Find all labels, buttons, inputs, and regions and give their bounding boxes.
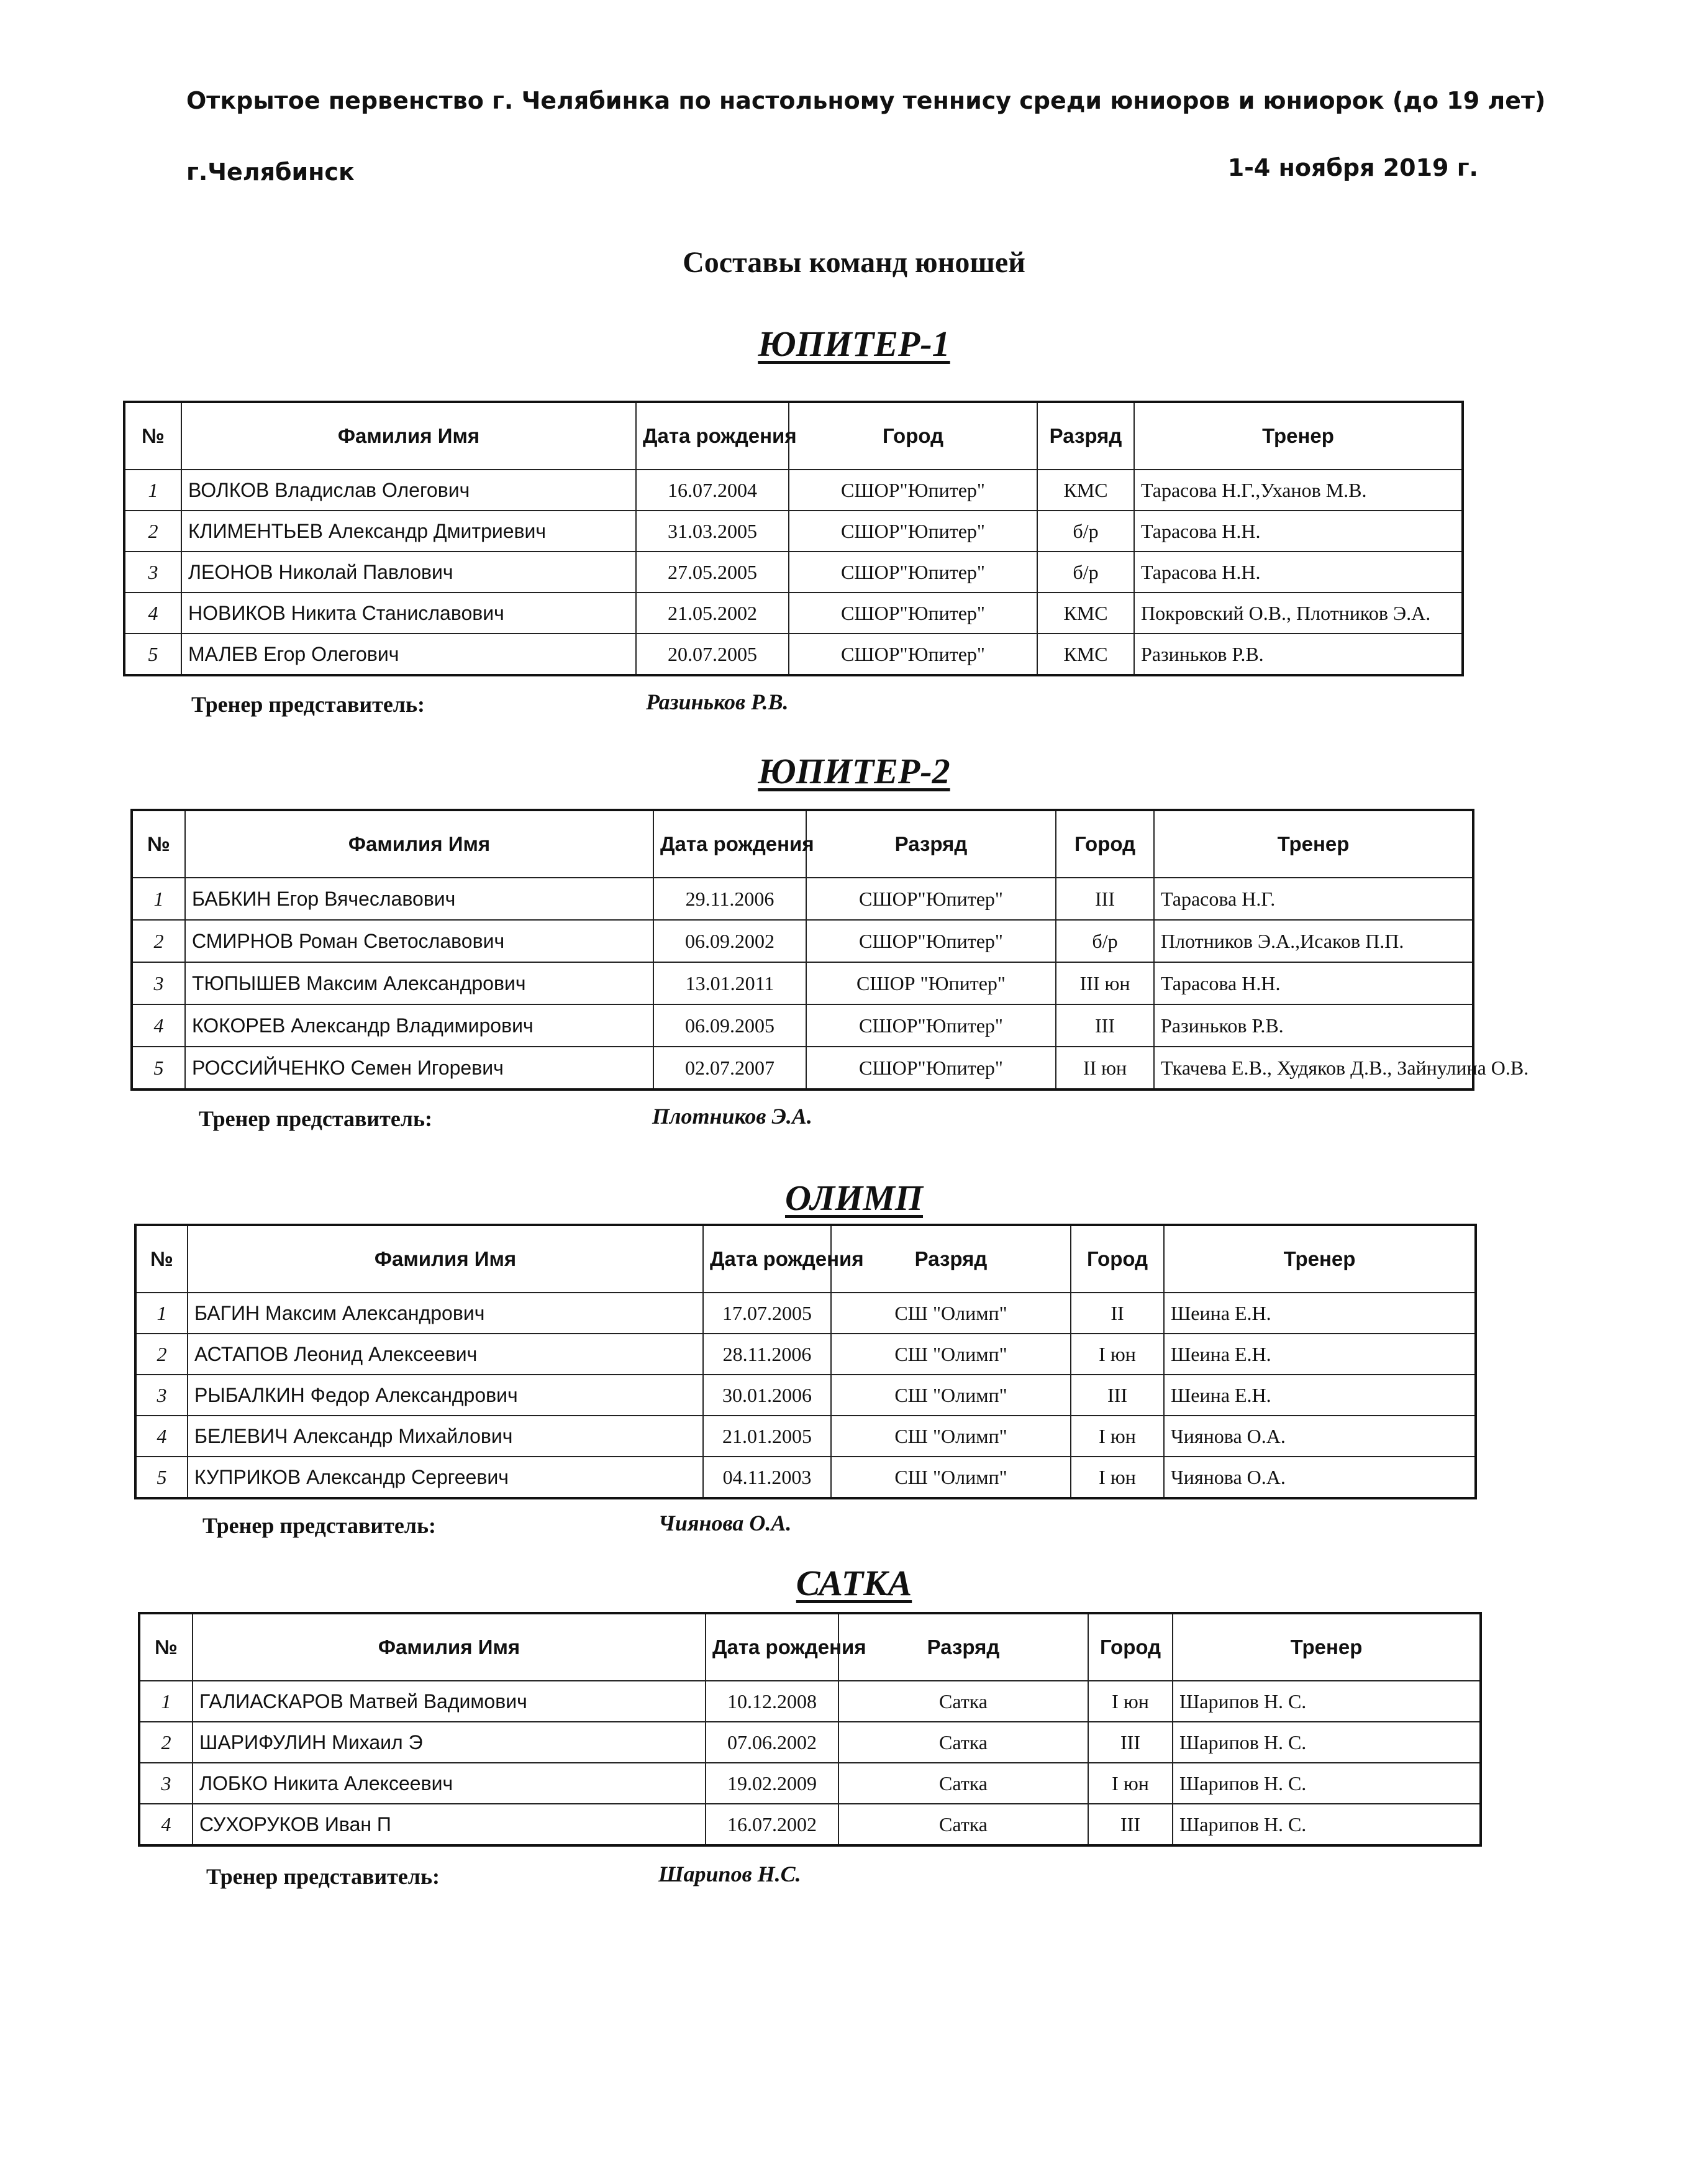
table-row [124,593,1463,634]
table-cell: 3 [135,1375,188,1416]
table-cell: Шарипов Н. С. [1173,1804,1481,1845]
table-row [139,1681,1481,1722]
representative-label: Тренер представитель: [199,1106,433,1131]
table-cell: ШАРИФУЛИН Михаил Э [193,1722,706,1763]
table-cell: I юн [1071,1416,1164,1457]
column-header: Дата рождения [636,402,789,470]
table-cell: 04.11.2003 [703,1457,831,1498]
team-roster-table [138,1612,1482,1847]
table-cell: КМС [1037,470,1134,511]
table-cell: III юн [1056,962,1154,1004]
table-row [124,511,1463,552]
column-header: № [132,810,185,878]
table-cell: СУХОРУКОВ Иван П [193,1804,706,1845]
table-cell: 2 [139,1722,193,1763]
table-cell: Шарипов Н. С. [1173,1722,1481,1763]
table-cell: КУПРИКОВ Александр Сергеевич [188,1457,703,1498]
representative-name: Разиньков Р.В. [646,689,789,714]
column-header: Разряд [831,1225,1071,1293]
column-header: № [135,1225,188,1293]
table-cell: СШ "Олимп" [831,1416,1071,1457]
table-cell: I юн [1071,1334,1164,1375]
table-header-row [139,1613,1481,1681]
table-cell: 13.01.2011 [653,962,806,1004]
table-cell: I юн [1088,1681,1173,1722]
table-cell: КМС [1037,593,1134,634]
table-cell: Сатка [838,1722,1088,1763]
table-cell: I юн [1088,1763,1173,1804]
table-cell: Сатка [838,1681,1088,1722]
table-cell: 16.07.2002 [706,1804,838,1845]
table-row [139,1763,1481,1804]
table-cell: 3 [132,962,185,1004]
table-cell: СШ "Олимп" [831,1334,1071,1375]
table-cell: ГАЛИАСКАРОВ Матвей Вадимович [193,1681,706,1722]
table-cell: 5 [135,1457,188,1498]
column-header: Фамилия Имя [193,1613,706,1681]
table-cell: СШОР"Юпитер" [789,470,1037,511]
column-header: Тренер [1173,1613,1481,1681]
table-cell: Сатка [838,1763,1088,1804]
table-cell: II юн [1056,1047,1154,1090]
table-cell: Тарасова Н.Г.,Уханов М.В. [1134,470,1463,511]
table-row [135,1457,1476,1498]
table-cell: III [1088,1804,1173,1845]
column-header: № [124,402,181,470]
table-cell: СШ "Олимп" [831,1293,1071,1334]
table-cell: РЫБАЛКИН Федор Александрович [188,1375,703,1416]
table-cell: 31.03.2005 [636,511,789,552]
table-cell: Чиянова О.А. [1164,1457,1476,1498]
table-cell: ЛЕОНОВ Николай Павлович [181,552,636,593]
table-cell: СШОР "Юпитер" [806,962,1056,1004]
table-row [124,470,1463,511]
table-cell: СШОР"Юпитер" [789,634,1037,675]
table-cell: 21.05.2002 [636,593,789,634]
table-cell: КМС [1037,634,1134,675]
table-cell: 19.02.2009 [706,1763,838,1804]
table-cell: 30.01.2006 [703,1375,831,1416]
representative-name: Плотников Э.А. [652,1104,812,1129]
table-cell: III [1088,1722,1173,1763]
table-cell: МАЛЕВ Егор Олегович [181,634,636,675]
column-header: Разряд [1037,402,1134,470]
event-date: 1-4 ноября 2019 г. [1227,154,1478,181]
table-cell: 1 [124,470,181,511]
column-header: Фамилия Имя [185,810,653,878]
table-cell: Тарасова Н.Н. [1154,962,1473,1004]
table-cell: 21.01.2005 [703,1416,831,1457]
table-cell: СМИРНОВ Роман Светославович [185,920,653,962]
table-row [124,552,1463,593]
table-header-row [132,810,1473,878]
table-cell: I юн [1071,1457,1164,1498]
table-cell: СШОР"Юпитер" [789,511,1037,552]
table-cell: 10.12.2008 [706,1681,838,1722]
table-cell: КЛИМЕНТЬЕВ Александр Дмитриевич [181,511,636,552]
table-cell: КОКОРЕВ Александр Владимирович [185,1004,653,1047]
team-title: ЮПИТЕР-1 [758,324,950,364]
table-cell: Разиньков Р.В. [1154,1004,1473,1047]
table-cell: СШОР"Юпитер" [806,878,1056,920]
column-header: № [139,1613,193,1681]
table-cell: Ткачева Е.В., Худяков Д.В., Зайнулина О.В. [1154,1047,1473,1090]
table-cell: РОССИЙЧЕНКО Семен Игоревич [185,1047,653,1090]
table-cell: СШОР"Юпитер" [806,920,1056,962]
table-row [132,962,1473,1004]
table-cell: III [1056,878,1154,920]
table-cell: 17.07.2005 [703,1293,831,1334]
table-cell: 5 [132,1047,185,1090]
table-cell: Плотников Э.А.,Исаков П.П. [1154,920,1473,962]
table-cell: Тарасова Н.Н. [1134,511,1463,552]
table-cell: 3 [139,1763,193,1804]
table-cell: БАБКИН Егор Вячеславович [185,878,653,920]
column-header: Дата рождения [703,1225,831,1293]
table-cell: III [1071,1375,1164,1416]
table-cell: 07.06.2002 [706,1722,838,1763]
column-header: Фамилия Имя [181,402,636,470]
table-cell: б/р [1037,552,1134,593]
table-cell: 02.07.2007 [653,1047,806,1090]
table-cell: 20.07.2005 [636,634,789,675]
table-cell: Тарасова Н.Н. [1134,552,1463,593]
table-row [135,1416,1476,1457]
table-row [124,634,1463,675]
representative-label: Тренер представитель: [202,1513,437,1538]
table-cell: ТЮПЫШЕВ Максим Александрович [185,962,653,1004]
table-cell: 29.11.2006 [653,878,806,920]
table-cell: 28.11.2006 [703,1334,831,1375]
table-cell: 2 [132,920,185,962]
table-cell: БАГИН Максим Александрович [188,1293,703,1334]
table-cell: 4 [132,1004,185,1047]
table-cell: 4 [139,1804,193,1845]
table-cell: 2 [124,511,181,552]
column-header: Фамилия Имя [188,1225,703,1293]
representative-name: Шарипов Н.С. [658,1862,801,1886]
column-header: Дата рождения [706,1613,838,1681]
table-header-row [135,1225,1476,1293]
team-title: ОЛИМП [784,1178,924,1218]
table-header-row [124,402,1463,470]
table-cell: ЛОБКО Никита Алексеевич [193,1763,706,1804]
table-row [132,1047,1473,1090]
table-cell: 5 [124,634,181,675]
table-cell: Чиянова О.А. [1164,1416,1476,1457]
column-header: Разряд [838,1613,1088,1681]
table-cell: СШ "Олимп" [831,1375,1071,1416]
table-row [139,1722,1481,1763]
table-cell: 3 [124,552,181,593]
table-row [135,1293,1476,1334]
table-cell: 06.09.2002 [653,920,806,962]
column-header: Тренер [1134,402,1463,470]
table-cell: 1 [139,1681,193,1722]
table-cell: СШОР"Юпитер" [789,552,1037,593]
table-cell: Шеина Е.Н. [1164,1334,1476,1375]
team-roster-table [123,401,1464,676]
column-header: Тренер [1154,810,1473,878]
team-roster-table [134,1224,1477,1499]
team-title: САТКА [796,1563,912,1603]
representative-label: Тренер представитель: [206,1864,440,1889]
column-header: Город [1056,810,1154,878]
team-title: ЮПИТЕР-2 [758,751,950,791]
column-header: Город [1088,1613,1173,1681]
table-cell: Разиньков Р.В. [1134,634,1463,675]
document-title: Открытое первенство г. Челябинка по настольному теннису среди юниоров и юниорок (до 19 лет) [186,87,1546,114]
table-cell: 16.07.2004 [636,470,789,511]
representative-label: Тренер представитель: [191,692,425,717]
table-cell: б/р [1056,920,1154,962]
table-cell: БЕЛЕВИЧ Александр Михайлович [188,1416,703,1457]
table-cell: Шарипов Н. С. [1173,1763,1481,1804]
table-cell: СШОР"Юпитер" [806,1004,1056,1047]
column-header: Дата рождения [653,810,806,878]
column-header: Тренер [1164,1225,1476,1293]
table-cell: АСТАПОВ Леонид Алексеевич [188,1334,703,1375]
table-cell: 06.09.2005 [653,1004,806,1047]
team-roster-table [130,809,1529,1091]
table-row [132,1004,1473,1047]
table-cell: ВОЛКОВ Владислав Олегович [181,470,636,511]
document-heading: Составы команд юношей [683,246,1025,279]
representative-name: Чиянова О.А. [658,1511,792,1535]
column-header: Разряд [806,810,1056,878]
table-cell: СШОР"Юпитер" [789,593,1037,634]
table-cell: 2 [135,1334,188,1375]
table-cell: Шеина Е.Н. [1164,1375,1476,1416]
table-cell: Шарипов Н. С. [1173,1681,1481,1722]
table-cell: Сатка [838,1804,1088,1845]
table-cell: 4 [124,593,181,634]
city: г.Челябинск [186,158,355,186]
table-cell: II [1071,1293,1164,1334]
table-cell: Шеина Е.Н. [1164,1293,1476,1334]
table-cell: III [1056,1004,1154,1047]
table-cell: 1 [135,1293,188,1334]
table-cell: СШ "Олимп" [831,1457,1071,1498]
table-row [132,920,1473,962]
table-cell: б/р [1037,511,1134,552]
table-cell: Покровский О.В., Плотников Э.А. [1134,593,1463,634]
table-row [135,1375,1476,1416]
table-cell: 27.05.2005 [636,552,789,593]
column-header: Город [789,402,1037,470]
table-row [139,1804,1481,1845]
column-header: Город [1071,1225,1164,1293]
table-cell: НОВИКОВ Никита Станиславович [181,593,636,634]
table-cell: 1 [132,878,185,920]
table-cell: Тарасова Н.Г. [1154,878,1473,920]
table-cell: СШОР"Юпитер" [806,1047,1056,1090]
table-row [132,878,1473,920]
table-row [135,1334,1476,1375]
table-cell: 4 [135,1416,188,1457]
